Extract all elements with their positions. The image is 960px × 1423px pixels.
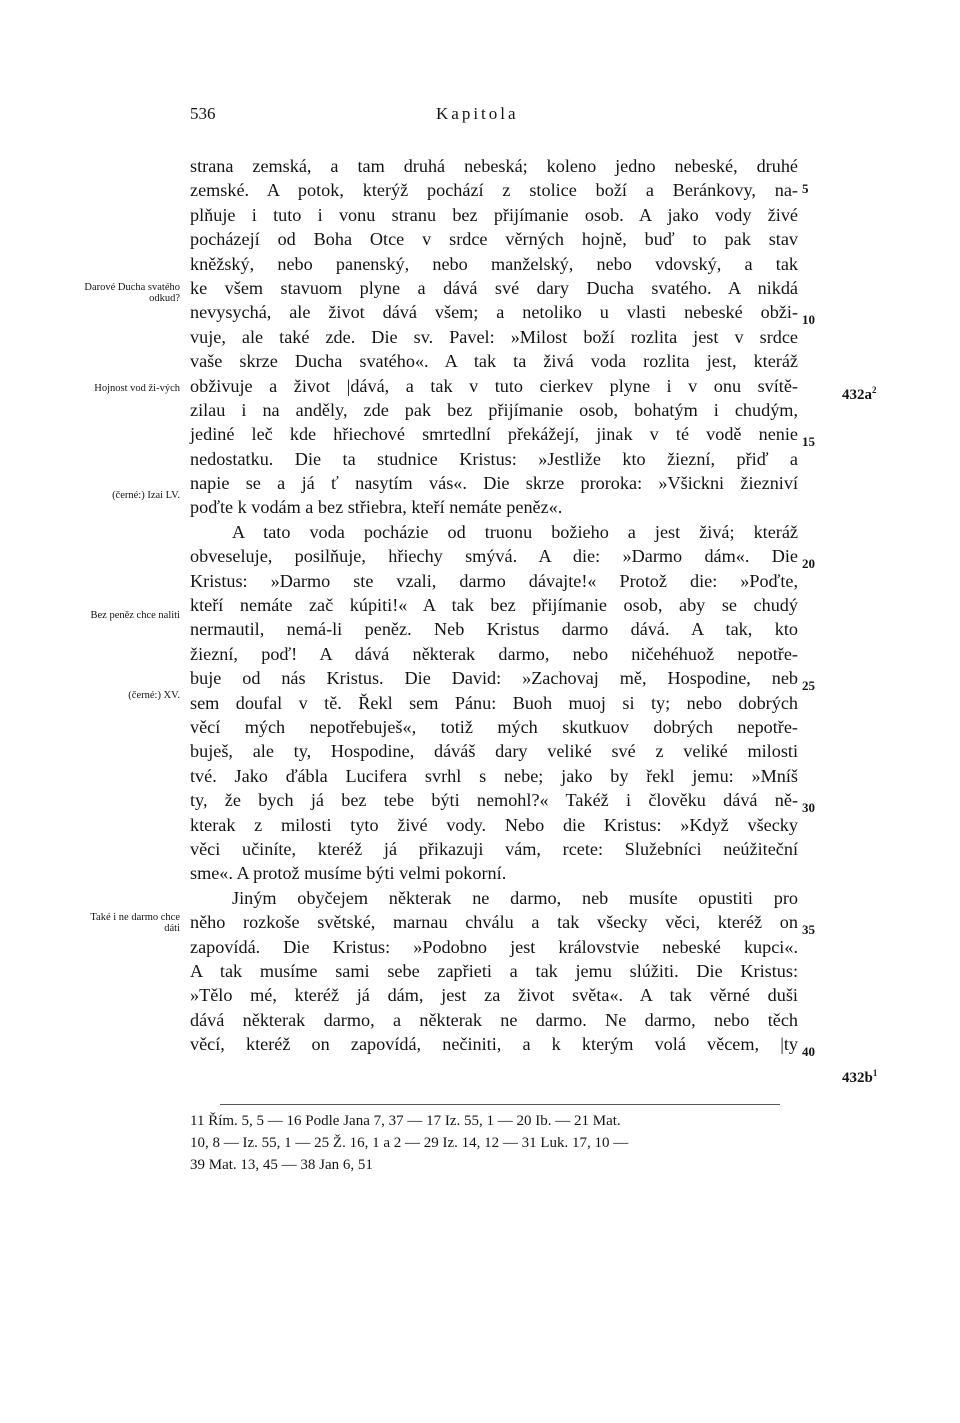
folio-reference-sup: 1 [872,1068,878,1078]
text-line: jediné leč kde hřiechové smrtedlní překážejí, jinak v té vodě nenie [190,424,798,445]
text-line: obživuje a život |dává, a tak v tuto cierkev plyne i v onu svítě- [190,375,798,396]
side-note: (černé:) XV. [128,690,180,701]
text-line: kněžský, nebo panenský, nebo manželský, nebo vdovský, a tak [190,253,798,274]
text-line: Kristus: »Darmo ste vzali, darmo dávajte!« Protož die: »Poďte, [190,570,798,591]
page-number: 536 [190,104,216,123]
text-line: strana zemská, a tam druhá nebeská; koleno jedno nebeské, druhé [190,156,798,176]
text-line: »Tělo mé, kteréž já dám, jest za život světa«. A tak věrné duši [190,985,798,1006]
line-number: 5 [802,181,809,196]
text-line: věci učiníte, kteréž já přikazuji vám, rcete: Služebníci neúžiteční [190,838,798,859]
text-line: A tato voda pocházie od truonu božieho a jest živá; kteráž [232,521,798,542]
line-number: 40 [802,1044,815,1059]
text-line: tvé. Jako ďábla Lucifera svrhl s nebe; jako by řekl jemu: »Mníš [190,765,798,786]
line-number: 10 [802,312,815,327]
text-line: ty, že bych já bez tebe býti nemohl?« Takéž i člověku dává ně- [190,790,798,811]
text-line: buje od nás Kristus. Die David: »Zachovaj mě, Hospodine, neb [190,668,798,689]
folio-reference-sup: 2 [872,385,877,395]
footnote-line: 10, 8 — Iz. 55, 1 — 25 Ž. 16, 1 a 2 — 29 Iz. 14, 12 — 31 Luk. 17, 10 — [190,1135,629,1151]
footnote-line: 11 Řím. 5, 5 — 16 Podle Jana 7, 37 — 17 Iz. 55, 1 — 20 Ib. — 21 Mat. [190,1113,621,1129]
running-title: Kapitola [436,104,519,123]
side-note: Bez peněz chce naliti [90,610,180,621]
text-line: buješ, ale ty, Hospodine, dáváš dary veliké své z veliké milosti [190,741,798,762]
body-text [190,154,798,1056]
text-line: nedostatku. Die ta studnice Kristus: »Jestliže kto žiezní, přiď a [190,448,798,469]
text-line: plňuje i tuto i vonu stranu bez přijímanie osob. A jako vody živé [190,204,798,225]
side-note: Také i ne darmo chce dáti [90,912,180,934]
footnote-divider [220,1104,780,1105]
text-line: sem doufal v tě. Řekl sem Pánu: Buoh muoj si ty; nebo dobrých [190,692,798,713]
text-line: věcí, kteréž on zapovídá, nečiniti, a k kterým volá věcem, |ty [190,1034,798,1055]
text-line: obveseluje, posilňuje, hřiechy smývá. A die: »Darmo dám«. Die [190,546,798,567]
footnote-line: 39 Mat. 13, 45 — 38 Jan 6, 51 [190,1157,373,1173]
footnotes [190,1110,800,1176]
line-number: 20 [802,556,815,571]
side-note: Hojnost vod ži-vých [94,383,180,394]
text-line: poďte k vodám a bez střiebra, kteří nemáte peněz«. [190,497,563,518]
text-line: nermautil, nemá-li peněz. Neb Kristus darmo dává. A tak, kto [190,619,798,640]
line-number: 35 [802,922,815,937]
line-number: 15 [802,434,815,449]
folio-reference-main: 432a [842,387,872,403]
side-note: (černé:) Izai LV. [112,490,180,501]
text-line: vuje, ale také zde. Die sv. Pavel: »Milost boží rozlita jest v srdce [190,326,798,347]
text-line: zapovídá. Die Kristus: »Podobno jest královstvie nebeské kupci«. [190,936,798,957]
text-line: nevysychá, ale život dává všem; a netoliko u vlasti nebeské obži- [190,302,798,323]
text-line: ke všem stavuom plyne a dává své dary Ducha svatého. A nikdá [190,277,798,298]
folio-reference [842,1068,877,1087]
page-header [0,104,960,128]
text-line: kterak z milosti tyto živé vody. Nebo die Kristus: »Když všecky [190,814,798,835]
text-line: napie se a já ť nasytím vás«. Die skrze proroka: »Všickni žiezniví [190,473,798,494]
text-line: pocházejí od Boha Otce v srdce věrných hojně, buď to pak stav [190,229,798,250]
text-line: něho rozkoše světské, marnau chválu a tak všecky věci, kteréž on [190,912,798,933]
text-line: dává některak darmo, a některak ne darmo. Ne darmo, nebo těch [190,1009,798,1030]
text-line: Jiným obyčejem některak ne darmo, neb musíte opustiti pro [232,887,798,908]
folio-reference [842,385,877,404]
text-line: A tak musíme sami sebe zapřieti a tak jemu slúžiti. Die Kristus: [190,960,798,981]
text-line: kteří nemáte zač kúpiti!« A tak bez přijímanie osob, aby se chudý [190,595,798,616]
text-line: žiezní, poď! A dává některak darmo, nebo ničehéhuož nepotře- [190,643,798,664]
text-line: sme«. A protož musíme býti velmi pokorní. [190,863,507,884]
line-number: 30 [802,800,815,815]
text-line: zilau i na anděly, zde pak bez přijímanie osob, bohatým i chudým, [190,399,798,420]
text-line: věcí mých nepotřebuješ«, totiž mých skutkuov dobrých nepotře- [190,716,798,737]
folio-reference-main: 432b [842,1070,873,1086]
text-line: vaše skrze Ducha svatého«. A tak ta živá voda rozlita jest, kteráž [190,351,798,372]
text-line: zemské. A potok, kterýž pochází z stolice boží a Beránkovy, na- [190,180,798,201]
line-number: 25 [802,678,815,693]
side-note: Darové Ducha svatého odkud? [84,282,180,304]
